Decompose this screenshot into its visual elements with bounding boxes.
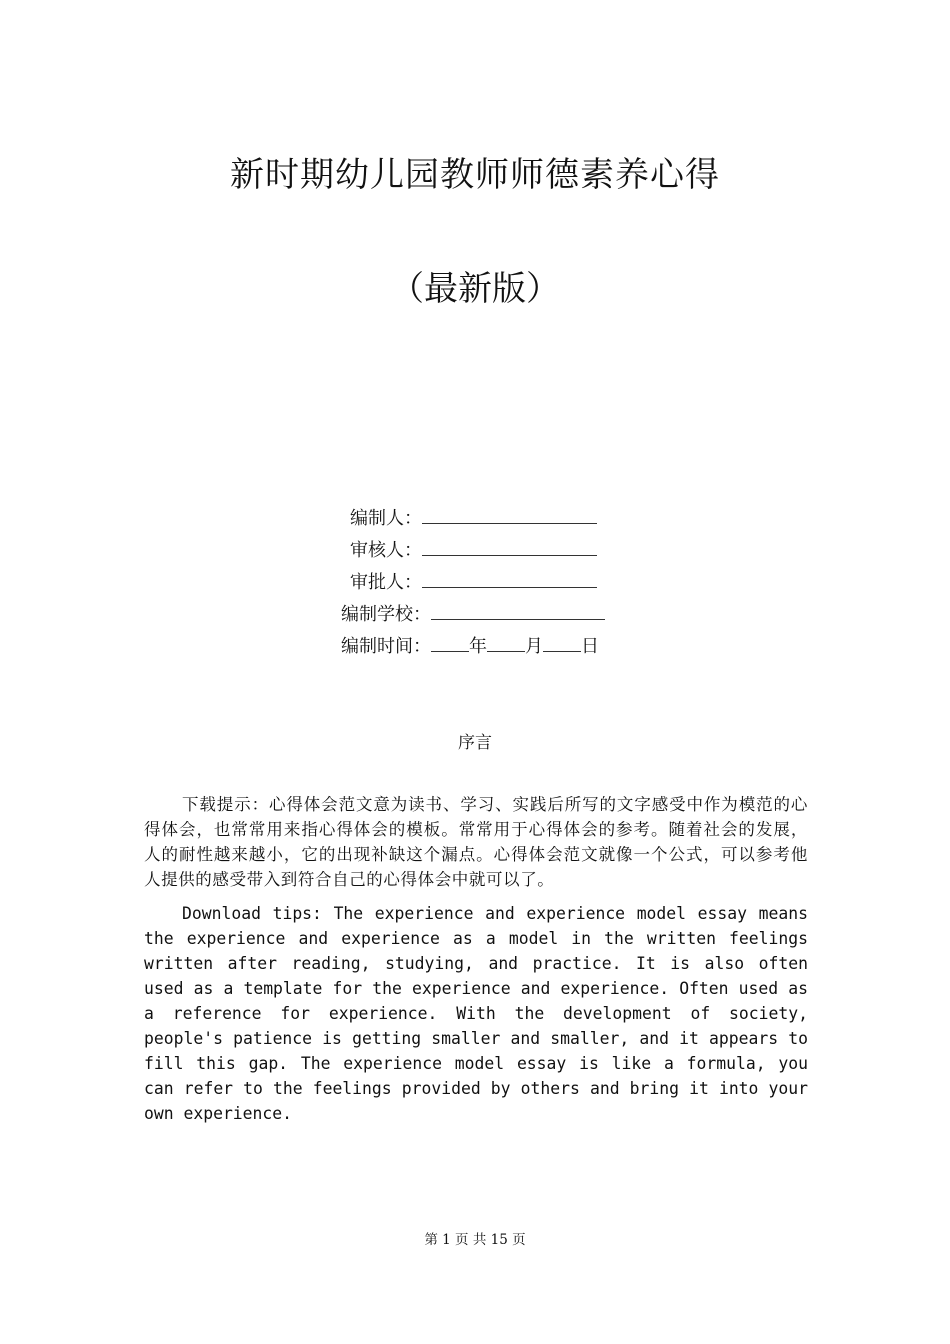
approver-field xyxy=(350,567,597,597)
document-subtitle: （最新版） xyxy=(390,269,560,309)
editor-field xyxy=(350,503,597,533)
editor-blank[interactable] xyxy=(422,503,597,524)
date-label: 编制时间： xyxy=(341,636,431,657)
month-blank[interactable] xyxy=(487,631,525,652)
year-blank[interactable] xyxy=(431,631,469,652)
approver-blank[interactable] xyxy=(422,567,597,588)
reviewer-field xyxy=(350,535,597,565)
day-blank[interactable] xyxy=(543,631,581,652)
day-unit: 日 xyxy=(581,636,599,657)
preface-english-paragraph: Download tips: The experience and experience model essay means the experience and experience as a model in the written feelings written after reading, studying, and practice. It is also often used as a template for the experience and experience. Often used as a reference for experience. With the development of society, people's patience is getting smaller and smaller, and it appears to fill this gap. The experience model essay is like a formula, you can refer to the feelings provided by others and bring it into your own experience. xyxy=(144,904,808,1123)
preface-chinese-paragraph: 下载提示：心得体会范文意为读书、学习、实践后所写的文字感受中作为模范的心得体会，也常常用来指心得体会的模板。常常用于心得体会的参考。随着社会的发展，人的耐性越来越小，它的出现补缺这个漏点。心得体会范文就像一个公式，可以参考他人提供的感受带入到符合自己的心得体会中就可以了。 xyxy=(144,795,808,889)
school-field xyxy=(341,599,605,629)
month-unit: 月 xyxy=(525,636,543,657)
page-number-footer: 第 1 页 共 15 页 xyxy=(424,1232,526,1248)
school-label: 编制学校： xyxy=(341,604,431,625)
year-unit: 年 xyxy=(469,636,487,657)
date-field xyxy=(341,631,599,661)
school-blank[interactable] xyxy=(431,599,605,620)
approver-label: 审批人： xyxy=(350,572,422,593)
reviewer-blank[interactable] xyxy=(422,535,597,556)
editor-label: 编制人： xyxy=(350,508,422,529)
document-title: 新时期幼儿园教师师德素养心得 xyxy=(230,155,720,195)
preface-heading: 序言 xyxy=(458,733,492,753)
reviewer-label: 审核人： xyxy=(350,540,422,561)
